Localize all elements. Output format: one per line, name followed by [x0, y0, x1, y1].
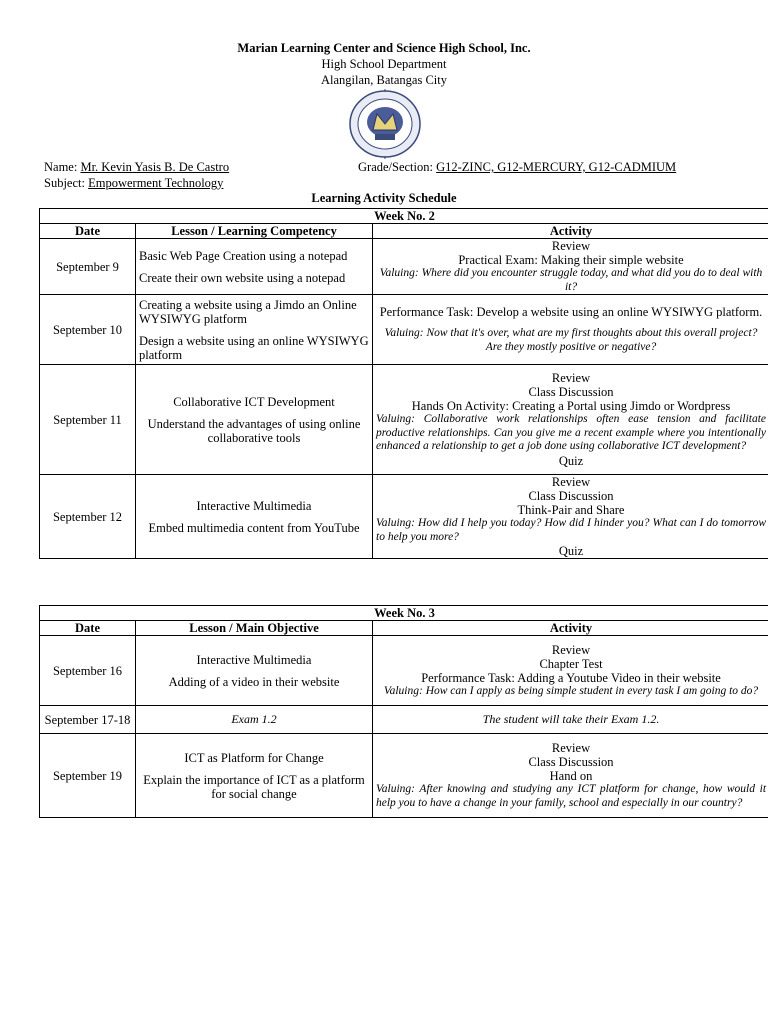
- activity-item: Review: [551, 371, 591, 386]
- row-date: September 11: [40, 365, 136, 475]
- subject-label: Subject:: [44, 176, 85, 190]
- activity-item: Class Discussion: [528, 489, 614, 503]
- lesson-topic: Interactive Multimedia: [196, 652, 312, 667]
- row-lesson: Exam 1.2: [136, 706, 373, 734]
- col-header-date: Date: [40, 224, 136, 239]
- valuing-text: Valuing: After knowing and studying any ICT platform for change, how would it help you to have a change in your family, school and especially in our country?: [376, 783, 767, 809]
- lesson-topic: Creating a website using a Jimdo an Online WYSIWYG platform: [139, 297, 357, 326]
- grade-section: G12-ZINC, G12-MERCURY, G12-CADMIUM: [436, 160, 677, 174]
- col-header-date: Date: [40, 621, 136, 636]
- grade-section-line: [358, 159, 676, 175]
- table-row: [40, 295, 768, 365]
- lesson-competency: Create their own website using a notepad: [139, 270, 346, 285]
- grade-label: Grade/Section:: [358, 160, 433, 174]
- table-row: [40, 239, 768, 295]
- row-activity: [373, 636, 768, 706]
- department: High School Department: [321, 57, 447, 71]
- row-date: September 16: [40, 636, 136, 706]
- table-row: [40, 365, 768, 475]
- activity-quiz: Quiz: [558, 544, 584, 558]
- activity-item: Review: [551, 642, 591, 657]
- activity-item: Performance Task: Develop a website using an online WYSIWYG platform.: [379, 305, 763, 319]
- name-label: Name:: [44, 160, 78, 174]
- row-date: September 10: [40, 295, 136, 365]
- activity-item: Practical Exam: Making their simple website: [458, 253, 684, 267]
- row-lesson: [136, 475, 373, 559]
- row-lesson: [136, 295, 373, 365]
- school-name: Marian Learning Center and Science High School, Inc.: [237, 41, 531, 55]
- col-header-lesson: Lesson / Main Objective: [136, 621, 373, 636]
- activity-item: Hands On Activity: Creating a Portal using Jimdo or Wordpress: [411, 399, 731, 414]
- lesson-topic: Collaborative ICT Development: [173, 394, 335, 409]
- schedule-title: Learning Activity Schedule: [311, 191, 457, 205]
- table-row: [40, 734, 768, 818]
- row-date: September 9: [40, 239, 136, 295]
- activity-item: Hand on: [549, 769, 593, 783]
- subject-line: [44, 175, 223, 191]
- activity-item: Review: [551, 741, 591, 755]
- lesson-competency: Understand the advantages of using online collaborative tools: [147, 416, 361, 445]
- row-activity: [373, 295, 768, 365]
- activity-quiz: Quiz: [558, 453, 584, 468]
- row-activity: The student will take their Exam 1.2.: [373, 706, 768, 734]
- table-row: [40, 706, 768, 734]
- row-lesson: [136, 365, 373, 475]
- valuing-text: Valuing: Now that it's over, what are my first thoughts about this overall project? Are they mostly positive or negative?: [384, 327, 758, 353]
- row-activity: [373, 475, 768, 559]
- row-lesson: [136, 636, 373, 706]
- col-header-activity: Activity: [373, 224, 768, 239]
- activity-item: Performance Task: Adding a Youtube Video in their website: [421, 670, 721, 685]
- activity-item: Review: [551, 475, 591, 489]
- col-header-activity: Activity: [373, 621, 768, 636]
- address: Alangilan, Batangas City: [320, 73, 448, 87]
- row-date: September 12: [40, 475, 136, 559]
- valuing-text: Valuing: How did I help you today? How did I hinder you? What can I do tomorrow to help you more?: [376, 517, 767, 543]
- lesson-topic: Interactive Multimedia: [196, 498, 312, 513]
- subject: Empowerment Technology: [88, 176, 224, 190]
- teacher-name: Mr. Kevin Yasis B. De Castro: [80, 160, 230, 174]
- week-3-table: [39, 605, 768, 818]
- week-2-title: Week No. 2: [40, 209, 768, 224]
- activity-item: Chapter Test: [539, 656, 603, 671]
- row-activity: [373, 365, 768, 475]
- valuing-text: Valuing: Where did you encounter struggle today, and what did you do to deal with it?: [379, 267, 763, 293]
- school-seal-logo: [347, 88, 423, 160]
- row-activity: [373, 239, 768, 295]
- lesson-topic: Basic Web Page Creation using a notepad: [139, 248, 348, 263]
- lesson-objective: Explain the importance of ICT as a platform for social change: [143, 772, 365, 801]
- activity-item: Think-Pair and Share: [517, 503, 625, 517]
- lesson-topic: ICT as Platform for Change: [184, 750, 324, 765]
- row-lesson: [136, 239, 373, 295]
- teacher-name-line: [44, 159, 229, 175]
- row-date: September 19: [40, 734, 136, 818]
- lesson-competency: Embed multimedia content from YouTube: [148, 520, 360, 535]
- row-activity: [373, 734, 768, 818]
- week-2-table: [39, 208, 768, 559]
- lesson-objective: Adding of a video in their website: [168, 674, 340, 689]
- header: [0, 40, 768, 88]
- row-date: September 17-18: [40, 706, 136, 734]
- table-row: [40, 475, 768, 559]
- lesson-competency: Design a website using an online WYSIWYG platform: [139, 333, 369, 362]
- activity-item: Review: [551, 239, 591, 253]
- row-lesson: [136, 734, 373, 818]
- valuing-text: Valuing: Collaborative work relationships often ease tension and facilitate productive relationships. Can you give me a recent example where you intentionally enhanced a relationship to get a job done using collaborative ICT development?: [376, 413, 767, 453]
- week-3-title: Week No. 3: [40, 606, 768, 621]
- valuing-text: Valuing: How can I apply as being simple student in every task I am going to do?: [383, 684, 759, 697]
- col-header-lesson: Lesson / Learning Competency: [136, 224, 373, 239]
- activity-item: Class Discussion: [528, 385, 614, 400]
- activity-item: Class Discussion: [528, 755, 614, 769]
- table-row: [40, 636, 768, 706]
